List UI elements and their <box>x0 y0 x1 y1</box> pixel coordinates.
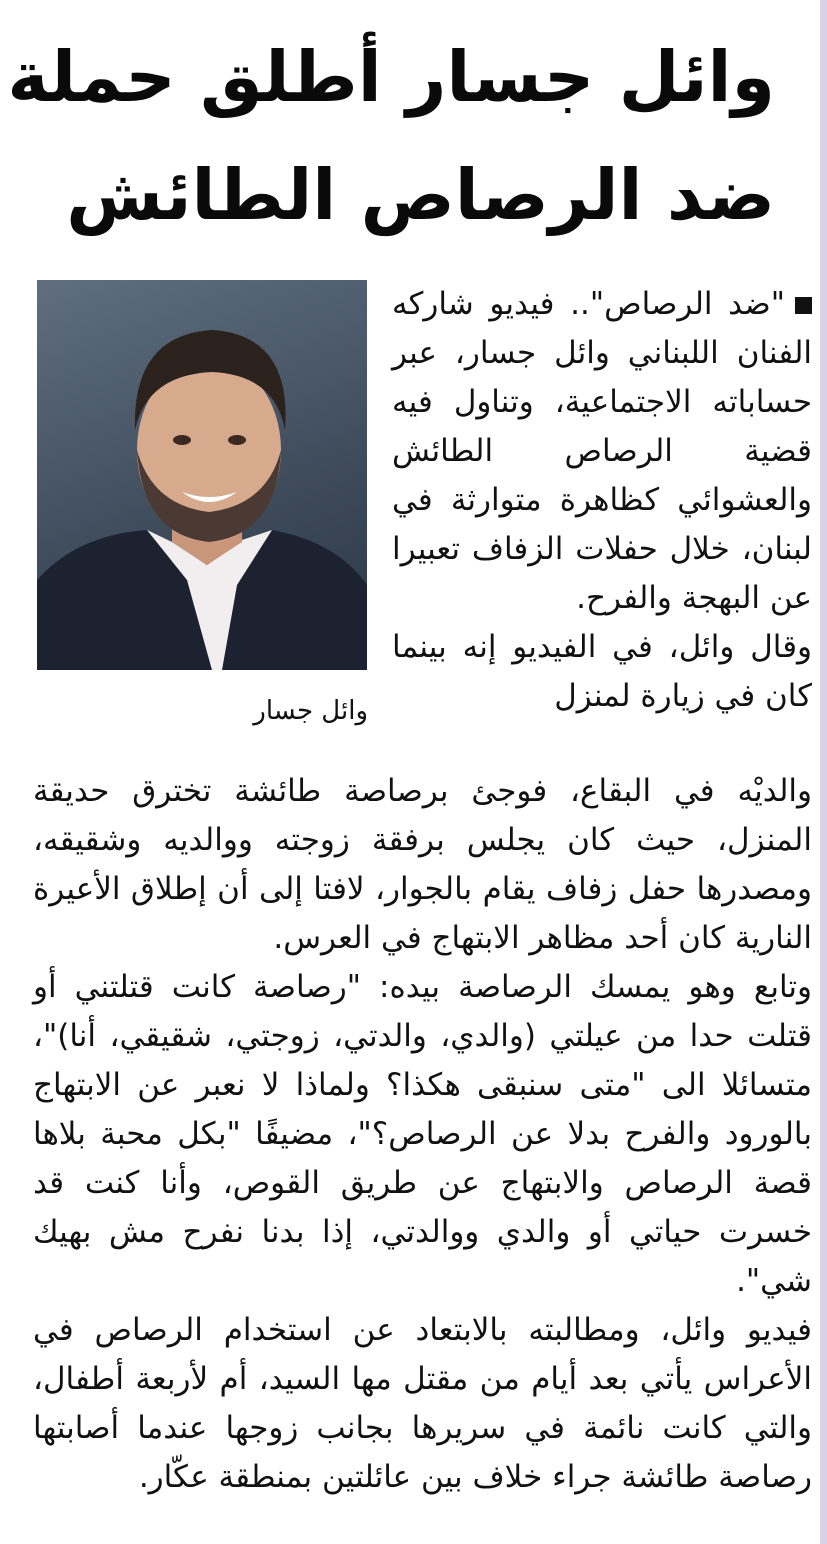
page-edge <box>820 0 827 1544</box>
paragraph-2-start: وقال وائل، في الفيديو إنه بينما كان في زيارة لمنزل <box>392 629 812 714</box>
headline-line-1: وائل جسار أطلق حملة <box>7 36 775 118</box>
paragraph-4: فيديو وائل، ومطالبته بالابتعاد عن استخدام الرصاص في الأعراس يأتي بعد أيام من مقتل مها السيد، أم لأربعة أطفال، والتي كانت نائمة في سريرها بجانب زوجها عندما أصابتها رصاصة طائشة جراء خلاف بين عائلتين بمنطقة عكّار. <box>33 1312 812 1495</box>
paragraph-1 <box>392 280 812 623</box>
headline <box>7 18 775 254</box>
article-column-wide <box>33 767 812 1502</box>
article-photo <box>37 280 367 670</box>
paragraph-3: وتابع وهو يمسك الرصاصة بيده: "رصاصة كانت قتلتني أو قتلت حدا من عيلتي (والدي، والدتي، زوجتي، شقيقي، أنا)"، متسائلا الى "متى سنبقى هكذا؟ ولماذا لا نعبر عن الابتهاج بالورود والفرح بدلا عن الرصاص؟"، مضيفًا "بكل محبة بلاها قصة الرصاص والابتهاج عن طريق القوص، وأنا كنت قد خسرت حياتي أو والدي ووالدتي، إذا بدنا نفرح مش بهيك شي". <box>33 969 812 1299</box>
paragraph-2-end: والديْه في البقاع، فوجئ برصاصة طائشة تخترق حديقة المنزل، حيث كان يجلس برفقة زوجته ووالديه وشقيقه، ومصدرها حفل زفاف يقام بالجوار، لافتا إلى أن إطلاق الأعيرة النارية كان أحد مظاهر الابتهاج في العرس. <box>33 773 812 956</box>
photo-caption: وائل جسار <box>253 696 368 726</box>
portrait-illustration <box>37 280 367 670</box>
paragraph-1-text: "ضد الرصاص".. فيديو شاركه الفنان اللبناني وائل جسار، عبر حساباته الاجتماعية، وتناول فيه قضية الرصاص الطائش والعشوائي كظاهرة متوارثة في لبنان، خلال حفلات الزفاف تعبيرا عن البهجة والفرح. <box>392 286 812 616</box>
bullet-square-icon <box>795 297 812 314</box>
article-column-narrow <box>392 280 812 721</box>
headline-line-2: ضد الرصاص الطائش <box>66 154 775 236</box>
